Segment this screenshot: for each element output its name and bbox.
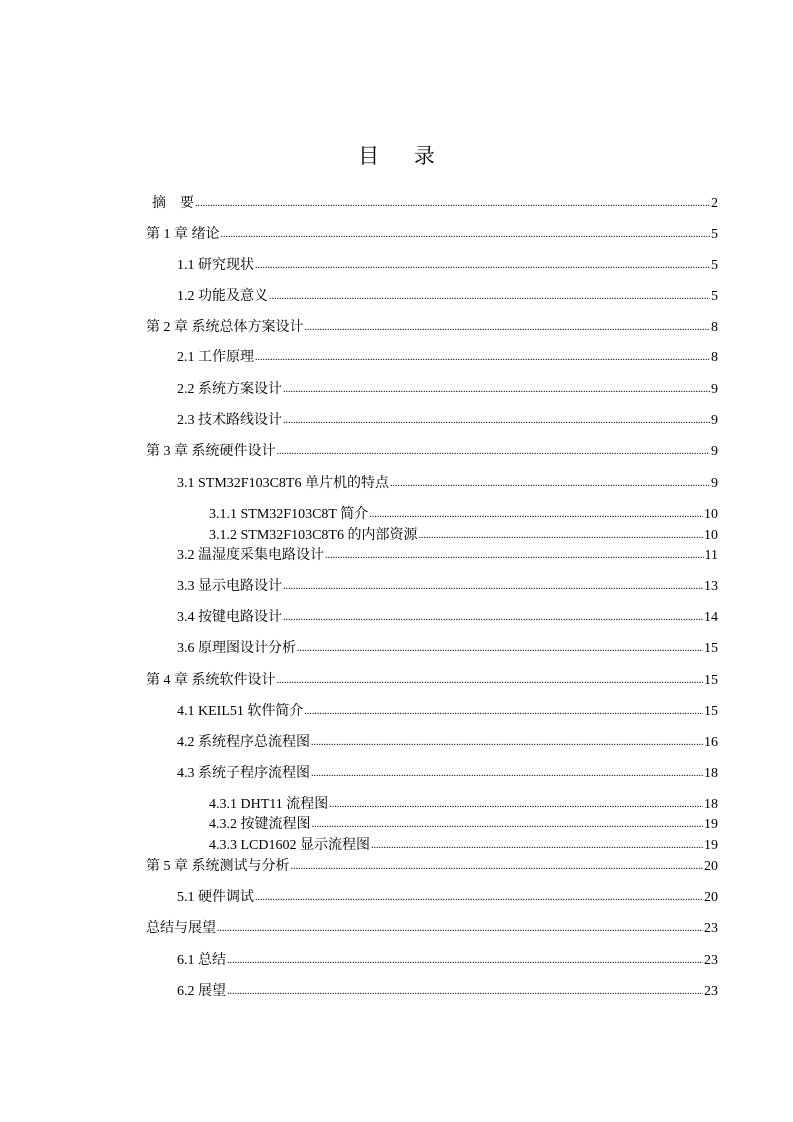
toc-entry-page: 5 (711, 289, 718, 304)
toc-entry-page: 5 (711, 227, 718, 242)
toc-leader-dots (255, 347, 710, 368)
toc-entry-label: 4.3.1 DHT11 流程图 (209, 797, 329, 812)
toc-leader-dots (255, 887, 703, 908)
toc-leader-dots (312, 814, 704, 835)
toc-entry-4-1[interactable] (177, 702, 718, 722)
toc-entry-page: 15 (704, 641, 718, 656)
toc-entry-6-1[interactable] (177, 951, 718, 971)
toc-leader-dots (418, 525, 703, 546)
toc-entry-label: 摘 要 (152, 196, 194, 211)
toc-leader-dots (371, 835, 703, 856)
toc-entry-page: 16 (704, 735, 718, 750)
toc-entry-3-1-2[interactable] (209, 526, 718, 546)
toc-entry-page: 11 (704, 548, 718, 563)
toc-leader-dots (221, 224, 711, 245)
toc-leader-dots (269, 286, 710, 307)
toc-entry-1-1[interactable] (177, 256, 718, 276)
toc-entry-label: 总结与展望 (146, 921, 216, 936)
toc-entry-chapter-5[interactable] (146, 857, 718, 877)
toc-entry-label: 4.2 系统程序总流程图 (177, 735, 310, 750)
toc-entry-label: 3.1.2 STM32F103C8T6 的内部资源 (209, 528, 418, 543)
toc-entry-2-1[interactable] (177, 348, 718, 368)
toc-leader-dots (329, 794, 703, 815)
toc-entry-page: 19 (704, 838, 718, 853)
toc-leader-dots (390, 473, 710, 494)
page-title: 目 录 (358, 144, 449, 168)
toc-entry-4-3-1[interactable] (209, 795, 718, 815)
toc-entry-page: 8 (711, 320, 718, 335)
toc-entry-label: 4.3.2 按键流程图 (209, 817, 311, 832)
toc-entry-label: 1.2 功能及意义 (177, 289, 268, 304)
toc-entry-page: 8 (711, 350, 718, 365)
toc-entry-label: 第 4 章 系统软件设计 (146, 673, 276, 688)
toc-entry-label: 5.1 硬件调试 (177, 890, 254, 905)
toc-entry-5-1[interactable] (177, 888, 718, 908)
toc-entry-chapter-4[interactable] (146, 671, 718, 691)
toc-entry-page: 19 (704, 817, 718, 832)
toc-entry-4-3-3[interactable] (209, 836, 718, 856)
toc-entry-label: 2.2 系统方案设计 (177, 382, 282, 397)
toc-leader-dots (304, 701, 703, 722)
toc-leader-dots (311, 732, 703, 753)
toc-entry-label: 3.2 温湿度采集电路设计 (177, 548, 324, 563)
toc-entry-chapter-3[interactable] (146, 442, 718, 462)
toc-entry-page: 9 (711, 382, 718, 397)
toc-entry-6-2[interactable] (177, 982, 718, 1002)
toc-entry-page: 10 (704, 507, 718, 522)
toc-entry-label: 第 3 章 系统硬件设计 (146, 444, 276, 459)
toc-leader-dots (283, 576, 703, 597)
toc-entry-page: 2 (711, 196, 718, 211)
toc-entry-chapter-1[interactable] (146, 225, 718, 245)
toc-leader-dots (195, 193, 710, 214)
toc-entry-label: 3.3 显示电路设计 (177, 579, 282, 594)
toc-leader-dots (227, 981, 703, 1002)
toc-entry-label: 3.1.1 STM32F103C8T 简介 (209, 507, 369, 522)
toc-entry-page: 13 (704, 579, 718, 594)
toc-leader-dots (227, 950, 703, 971)
toc-entry-label: 第 2 章 系统总体方案设计 (146, 320, 304, 335)
toc-entry-1-2[interactable] (177, 287, 718, 307)
toc-entry-abstract[interactable] (152, 194, 718, 214)
toc-entry-3-2[interactable] (177, 546, 718, 566)
toc-entry-3-6[interactable] (177, 639, 718, 659)
toc-entry-2-3[interactable] (177, 411, 718, 431)
toc-leader-dots (291, 856, 704, 877)
toc-leader-dots (325, 545, 704, 566)
toc-entry-label: 3.1 STM32F103C8T6 单片机的特点 (177, 476, 389, 491)
toc-entry-page: 9 (711, 476, 718, 491)
toc-entry-3-1-1[interactable] (209, 505, 718, 525)
toc-entry-label: 2.1 工作原理 (177, 350, 254, 365)
toc-entry-page: 9 (711, 444, 718, 459)
toc-leader-dots (369, 504, 703, 525)
toc-entry-page: 20 (704, 890, 718, 905)
toc-entry-page: 14 (704, 610, 718, 625)
toc-entry-page: 20 (704, 859, 718, 874)
toc-entry-page: 23 (704, 953, 718, 968)
toc-entry-label: 6.1 总结 (177, 953, 226, 968)
toc-entry-page: 23 (704, 921, 718, 936)
toc-leader-dots (217, 918, 703, 939)
toc-entry-label: 4.3 系统子程序流程图 (177, 766, 310, 781)
toc-entry-page: 15 (704, 673, 718, 688)
toc-entry-label: 4.3.3 LCD1602 显示流程图 (209, 838, 370, 853)
toc-entry-page: 15 (704, 704, 718, 719)
toc-entry-summary[interactable] (146, 919, 718, 939)
toc-leader-dots (305, 317, 711, 338)
toc-entry-2-2[interactable] (177, 380, 718, 400)
toc-entry-3-3[interactable] (177, 577, 718, 597)
toc-entry-label: 第 5 章 系统测试与分析 (146, 859, 290, 874)
toc-entry-page: 18 (704, 797, 718, 812)
toc-leader-dots (283, 410, 710, 431)
toc-leader-dots (277, 441, 711, 462)
toc-entry-page: 23 (704, 984, 718, 999)
toc-leader-dots (283, 379, 710, 400)
toc-entry-label: 第 1 章 绪论 (146, 227, 220, 242)
toc-leader-dots (255, 255, 710, 276)
toc-entry-page: 9 (711, 413, 718, 428)
toc-entry-3-4[interactable] (177, 608, 718, 628)
toc-entry-chapter-2[interactable] (146, 318, 718, 338)
toc-entry-page: 5 (711, 258, 718, 273)
toc-leader-dots (311, 763, 703, 784)
toc-entry-label: 4.1 KEIL51 软件简介 (177, 704, 304, 719)
toc-entry-4-2[interactable] (177, 733, 718, 753)
toc-entry-4-3-2[interactable] (209, 815, 718, 835)
toc-entry-label: 3.4 按键电路设计 (177, 610, 282, 625)
toc-entry-label: 3.6 原理图设计分析 (177, 641, 296, 656)
toc-leader-dots (277, 670, 704, 691)
toc-entry-3-1[interactable] (177, 474, 718, 494)
toc-entry-4-3[interactable] (177, 764, 718, 784)
toc-entry-label: 2.3 技术路线设计 (177, 413, 282, 428)
toc-entry-label: 1.1 研究现状 (177, 258, 254, 273)
toc-leader-dots (283, 607, 703, 628)
toc-entry-page: 18 (704, 766, 718, 781)
toc-entry-label: 6.2 展望 (177, 984, 226, 999)
toc-leader-dots (297, 638, 703, 659)
toc-entry-page: 10 (704, 528, 718, 543)
